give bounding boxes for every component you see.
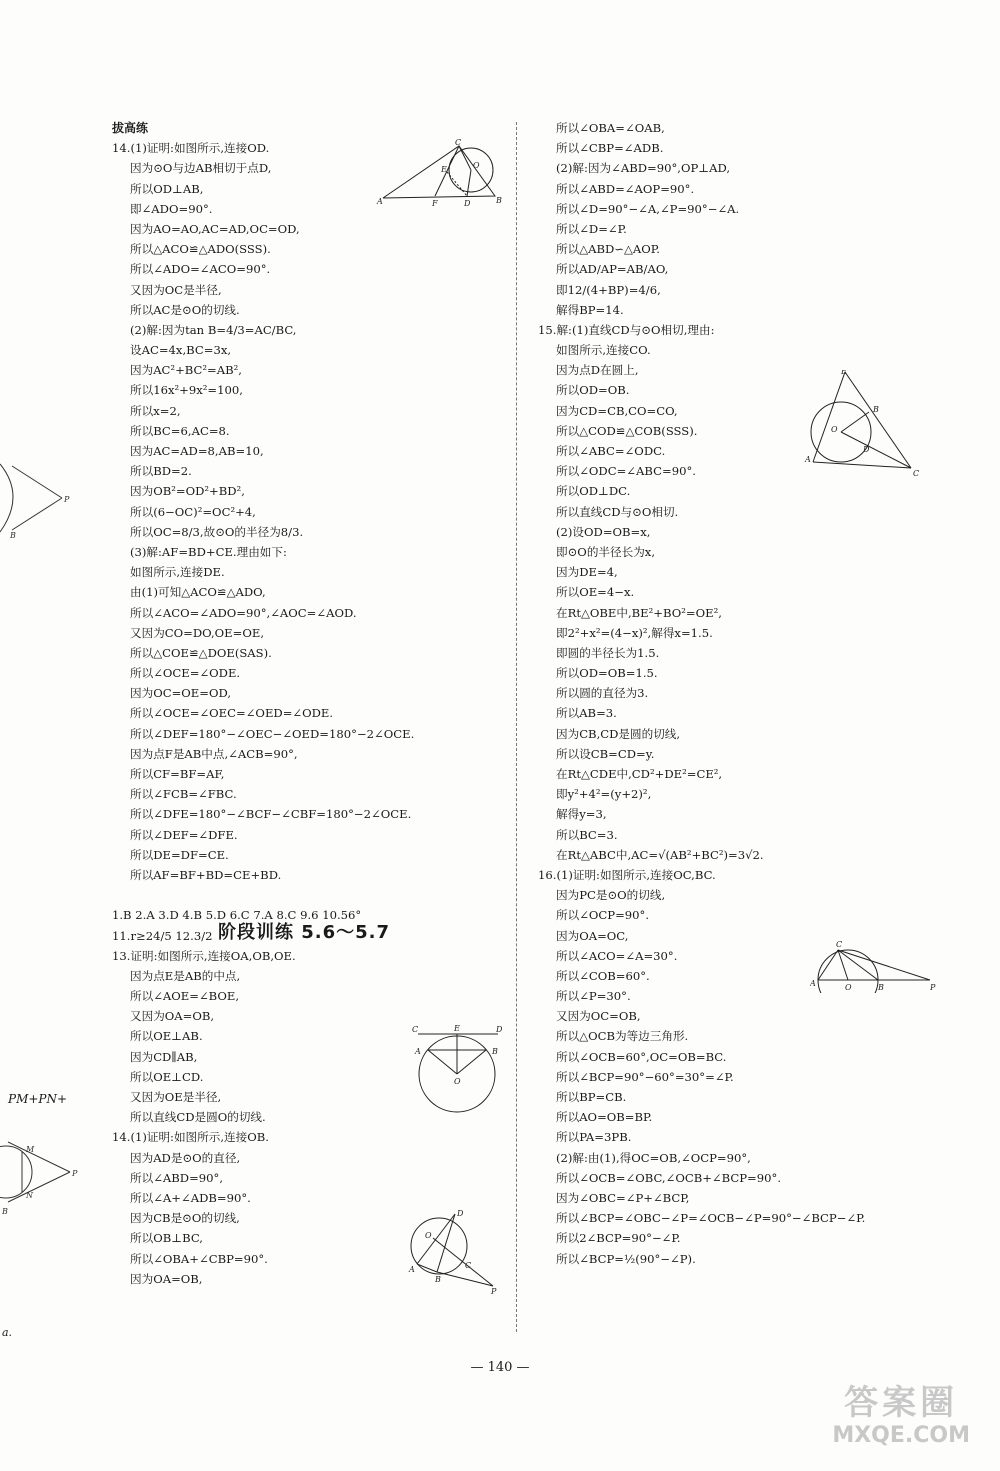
text-line: (2)解:因为∠ABD=90°,OP⊥AD, bbox=[556, 161, 731, 176]
edge-figure-bottom bbox=[0, 1128, 80, 1218]
text-line: 所以BD=2. bbox=[130, 464, 192, 479]
text-line: 所以OE⊥AB. bbox=[130, 1029, 203, 1044]
text-line: 所以∠OCP=90°. bbox=[556, 908, 650, 923]
text-line: 15.解:(1)直线CD与⊙O相切,理由: bbox=[538, 322, 715, 337]
text-line: 因为⊙O与边AB相切于点D, bbox=[130, 161, 272, 176]
text-line: 所以△OCB为等边三角形. bbox=[556, 1029, 689, 1044]
text-line: 所以∠OBA=∠OAB, bbox=[556, 121, 665, 135]
text-line: 又因为CO=DO,OE=OE, bbox=[130, 625, 265, 640]
text-line bbox=[112, 885, 507, 905]
text-line: 所以∠ABD=∠AOP=90°. bbox=[556, 181, 695, 196]
text-line: 所以PA=3PB. bbox=[556, 1130, 632, 1145]
fig5-label: C bbox=[465, 1261, 472, 1270]
text-line: 所以∠A+∠ADB=90°. bbox=[130, 1190, 251, 1205]
edge-fig-label: P bbox=[64, 495, 70, 504]
text-line: 即⊙O的半径长为x, bbox=[556, 544, 656, 559]
fig3-label: O bbox=[454, 1077, 461, 1086]
edge-fig-label: M bbox=[26, 1145, 35, 1154]
text-line: 拔高练 bbox=[112, 121, 149, 135]
section-title: 阶段训练 5.6～5.7 bbox=[218, 922, 391, 943]
text-line: 又因为OE是半径, bbox=[130, 1090, 222, 1104]
fig1-label: D bbox=[464, 199, 471, 208]
text-line: 所以x=2, bbox=[130, 403, 181, 418]
fig3-label: E bbox=[454, 1024, 460, 1033]
text-line: 所以∠DFE=180°−∠BCF−∠CBF=180°−2∠OCE. bbox=[130, 807, 412, 822]
text-line: 所以AO=OB=BP. bbox=[556, 1110, 653, 1125]
text-line: 所以△COE≌△DOE(SAS). bbox=[130, 645, 272, 660]
text-line: 因为AD是⊙O的直径, bbox=[130, 1150, 241, 1165]
fig4-label: P bbox=[930, 983, 936, 992]
text-line: 所以∠P=30°. bbox=[556, 989, 631, 1004]
text-line: 所以BP=CB. bbox=[556, 1090, 627, 1104]
edge-fig-label: B bbox=[10, 531, 16, 538]
text-line: (2)解:因为tan B=4/3=AC/BC, bbox=[130, 322, 297, 337]
text-line: 因为PC是⊙O的切线, bbox=[556, 888, 666, 903]
text-line: 因为CB,CD是圆的切线, bbox=[556, 726, 681, 741]
edge-fig-label: P bbox=[72, 1169, 78, 1178]
watermark bbox=[832, 1383, 970, 1449]
fig1-label: C bbox=[455, 138, 462, 147]
fig4-label: O bbox=[845, 983, 852, 992]
fig4-label: B bbox=[878, 983, 884, 992]
text-line: 又因为OA=OB, bbox=[130, 1009, 215, 1024]
text-line: 因为点E是AB的中点, bbox=[130, 968, 241, 983]
edge-text-fragment: a. bbox=[2, 1326, 13, 1339]
text-line: 所以OD=OB=1.5. bbox=[556, 666, 658, 681]
text-line: 所以∠AOE=∠BOE, bbox=[130, 989, 240, 1004]
text-line: 即∠ADO=90°. bbox=[130, 201, 213, 216]
text-line: 所以直线CD与⊙O相切. bbox=[556, 504, 679, 519]
text-line: 16.(1)证明:如图所示,连接OC,BC. bbox=[538, 867, 716, 882]
text-line: 所以∠BCP=∠OBC−∠P=∠OCB−∠P=90°−∠BCP−∠P. bbox=[556, 1211, 866, 1226]
fig5-label: B bbox=[435, 1275, 441, 1284]
text-line: 解得BP=14. bbox=[556, 302, 624, 317]
text-line: 所以∠DEF=180°−∠OEC−∠OED=180°−2∠OCE. bbox=[130, 726, 415, 741]
text-line: 所以AF=BF+BD=CE+BD. bbox=[130, 867, 282, 882]
text-line: 14.(1)证明:如图所示,连接OB. bbox=[112, 1130, 269, 1145]
text-line: 即圆的半径长为1.5. bbox=[556, 645, 660, 660]
text-line: 所以DE=DF=CE. bbox=[130, 847, 229, 862]
fig5-label: P bbox=[491, 1287, 497, 1296]
fig5-label: D bbox=[457, 1209, 464, 1218]
text-line: (2)解:由(1),得OC=OB,∠OCP=90°, bbox=[556, 1150, 751, 1165]
text-line: 所以∠BCP=90°−60°=30°=∠P. bbox=[556, 1069, 734, 1084]
text-line: 所以OC=8/3,故⊙O的半径为8/3. bbox=[130, 524, 304, 539]
fig2-label: A bbox=[805, 455, 811, 464]
fig1-label: E bbox=[441, 165, 447, 174]
text-line: 在Rt△ABC中,AC=√(AB²+BC²)=3√2. bbox=[556, 847, 764, 862]
edge-fig-label: B bbox=[2, 1207, 8, 1216]
text-line: 所以OD=OB. bbox=[556, 383, 630, 398]
figure-circle-point-p bbox=[810, 938, 940, 993]
figure-triangle-circle bbox=[375, 138, 505, 208]
edge-text-fragment: PM+PN+ bbox=[8, 1092, 68, 1106]
fig2-label: O bbox=[831, 425, 838, 434]
text-line: 解得y=3, bbox=[556, 807, 607, 822]
text-line: 因为OC=OE=OD, bbox=[130, 686, 232, 701]
text-line: 所以∠OBA+∠CBP=90°. bbox=[130, 1251, 268, 1266]
text-line: 所以∠OCB=60°,OC=OB=BC. bbox=[556, 1049, 727, 1064]
text-line: 设AC=4x,BC=3x, bbox=[130, 343, 232, 358]
text-line: 所以∠ACO=∠A=30°. bbox=[556, 948, 678, 963]
text-line: 所以CF=BF=AF, bbox=[130, 767, 225, 781]
text-line: 所以∠COB=60°. bbox=[556, 968, 650, 983]
fig3-label: A bbox=[415, 1047, 421, 1056]
text-line: 又因为OC=OB, bbox=[556, 1009, 641, 1024]
text-line: 所以BC=3. bbox=[556, 827, 618, 842]
text-line: 所以△ACO≌△ADO(SSS). bbox=[130, 242, 271, 257]
text-line: 所以设CB=CD=y. bbox=[556, 746, 655, 761]
text-line: 所以∠ABC=∠ODC. bbox=[556, 444, 666, 458]
text-line: 13.证明:如图所示,连接OA,OB,OE. bbox=[112, 948, 296, 963]
text-line: 所以圆的直径为3. bbox=[556, 686, 649, 701]
text-line: 所以OB⊥BC, bbox=[130, 1231, 203, 1246]
right-column bbox=[538, 118, 938, 1269]
page-number: — 140 — bbox=[470, 1360, 530, 1375]
text-line: 即2²+x²=(4−x)²,解得x=1.5. bbox=[556, 625, 713, 640]
text-line: 因为AC=AD=8,AB=10, bbox=[130, 444, 264, 458]
text-line: 所以∠OCB=∠OBC,∠OCB+∠BCP=90°. bbox=[556, 1170, 782, 1185]
text-line: 14.(1)证明:如图所示,连接OD. bbox=[112, 141, 270, 156]
text-line: 所以∠FCB=∠FBC. bbox=[130, 787, 237, 802]
edge-figure-top bbox=[0, 458, 78, 538]
text-line: 即12/(4+BP)=4/6, bbox=[556, 282, 661, 297]
fig2-label: E bbox=[841, 370, 847, 376]
text-line: 所以∠OCE=∠ODE. bbox=[130, 666, 241, 681]
fig3-label: D bbox=[496, 1025, 503, 1034]
text-line: 所以OD⊥DC. bbox=[556, 484, 631, 499]
text-line: 所以直线CD是圆O的切线. bbox=[130, 1110, 266, 1125]
text-line: 所以△ABD∽△AOP. bbox=[556, 242, 660, 257]
text-line: 由(1)可知△ACO≌△ADO, bbox=[130, 585, 266, 600]
text-line: 因为OA=OC, bbox=[556, 928, 629, 943]
text-line: 所以AD/AP=AB/AO, bbox=[556, 262, 669, 277]
text-line: 如图所示,连接DE. bbox=[130, 565, 225, 580]
fig1-label: B bbox=[496, 196, 502, 205]
fig4-label: A bbox=[810, 979, 816, 988]
text-line: 所以∠ACO=∠ADO=90°,∠AOC=∠AOD. bbox=[130, 605, 357, 620]
text-line: 因为点F是AB中点,∠ACB=90°, bbox=[130, 746, 298, 761]
fig1-label: F bbox=[432, 199, 438, 208]
text-line: 因为CD=CB,CO=CO, bbox=[556, 403, 678, 418]
text-line: 所以∠ADO=∠ACO=90°. bbox=[130, 262, 271, 277]
fig4-label: C bbox=[836, 940, 843, 949]
text-line: 因为OB²=OD²+BD², bbox=[130, 484, 245, 499]
text-line: 因为∠OBC=∠P+∠BCP, bbox=[556, 1190, 690, 1205]
text-line: 所以OE=4−x. bbox=[556, 585, 635, 600]
text-line: 所以OD⊥AB, bbox=[130, 181, 204, 196]
text-line: 所以BC=6,AC=8. bbox=[130, 423, 230, 438]
fig2-label: D bbox=[863, 445, 870, 454]
edge-fig-label: N bbox=[26, 1191, 33, 1200]
watermark-logo-text: 答案圈 bbox=[844, 1383, 959, 1423]
text-line: 11.r≥24/5 12.3/2 bbox=[112, 928, 213, 943]
text-line: 在Rt△OBE中,BE²+BO²=OE², bbox=[556, 605, 722, 620]
text-line: (3)解:AF=BD+CE.理由如下: bbox=[130, 544, 287, 559]
fig5-label: A bbox=[409, 1265, 415, 1274]
text-line: 因为AC²+BC²=AB², bbox=[130, 363, 242, 378]
fig5-label: O bbox=[425, 1231, 432, 1240]
fig1-label: A bbox=[377, 197, 383, 206]
text-line: 因为CD∥AB, bbox=[130, 1049, 198, 1064]
text-line: 因为OA=OB, bbox=[130, 1271, 203, 1286]
figure-circle-tangent bbox=[803, 370, 923, 480]
fig3-label: B bbox=[492, 1047, 498, 1056]
text-line: 如图所示,连接CO. bbox=[556, 343, 651, 358]
fig2-label: C bbox=[913, 469, 920, 478]
text-line: 所以16x²+9x²=100, bbox=[130, 383, 243, 398]
text-line: 所以OE⊥CD. bbox=[130, 1069, 204, 1084]
text-line: 所以∠BCP=½(90°−∠P). bbox=[556, 1251, 696, 1266]
text-line: (2)设OD=OB=x, bbox=[556, 524, 651, 539]
column-divider bbox=[516, 122, 517, 1332]
text-line: 所以∠D=∠P. bbox=[556, 221, 627, 236]
fig3-label: C bbox=[412, 1025, 419, 1034]
text-line: 即y²+4²=(y+2)², bbox=[556, 787, 652, 802]
text-line: 所以(6−OC)²=OC²+4, bbox=[130, 504, 256, 519]
text-line: 所以∠DEF=∠DFE. bbox=[130, 827, 238, 842]
fig1-label: O bbox=[473, 161, 480, 170]
watermark-url: MXQE.COM bbox=[832, 1423, 970, 1448]
text-line: 因为点D在圆上, bbox=[556, 363, 639, 378]
text-line: 所以∠ODC=∠ABC=90°. bbox=[556, 464, 696, 479]
text-line: 所以AB=3. bbox=[556, 706, 617, 721]
text-line: 所以∠CBP=∠ADB. bbox=[556, 141, 664, 156]
text-line: 所以∠ABD=90°, bbox=[130, 1170, 224, 1185]
text-line: 又因为OC是半径, bbox=[130, 282, 222, 297]
text-line: 所以2∠BCP=90°−∠P. bbox=[556, 1231, 681, 1246]
text-line: 因为DE=4, bbox=[556, 565, 618, 580]
text-line: 所以AC是⊙O的切线. bbox=[130, 302, 240, 317]
text-line: 在Rt△CDE中,CD²+DE²=CE², bbox=[556, 767, 723, 781]
fig2-label: B bbox=[873, 405, 879, 414]
text-line: 因为AO=AO,AC=AD,OC=OD, bbox=[130, 221, 300, 236]
text-line: 所以△COD≌△COB(SSS). bbox=[556, 423, 698, 438]
figure-circle-diameter bbox=[405, 1208, 500, 1298]
text-line: 所以∠D=90°−∠A,∠P=90°−∠A. bbox=[556, 201, 740, 216]
figure-circle-chord bbox=[410, 1022, 505, 1117]
text-line: 所以∠OCE=∠OEC=∠OED=∠ODE. bbox=[130, 706, 334, 721]
text-line: 1.B 2.A 3.D 4.B 5.D 6.C 7.A 8.C 9.6 10.56° bbox=[112, 908, 362, 923]
text-line: 因为CB是⊙O的切线, bbox=[130, 1211, 240, 1226]
